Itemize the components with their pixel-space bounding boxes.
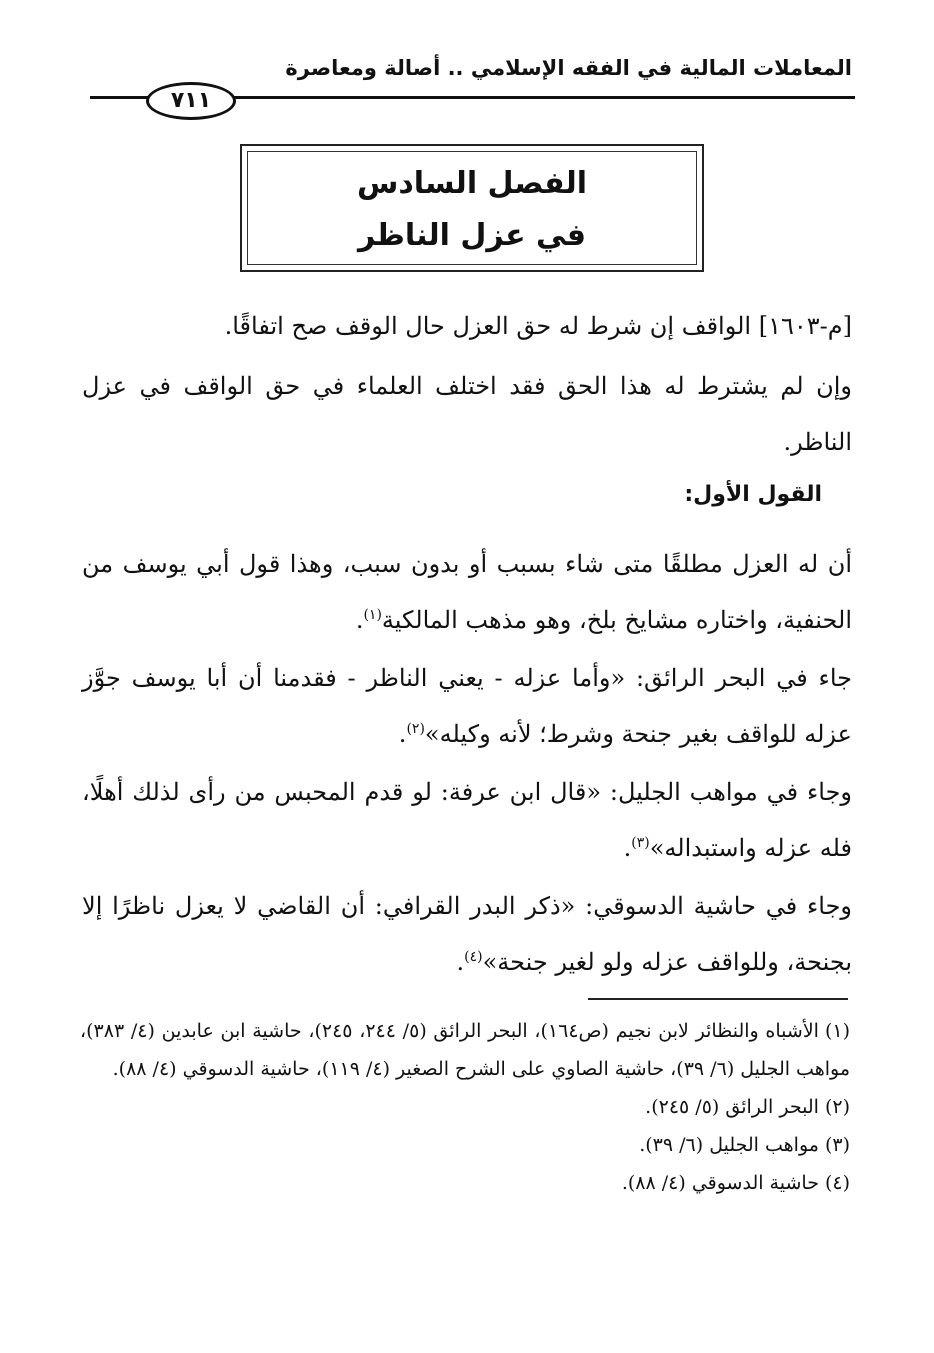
paragraph-5-text: وجاء في مواهب الجليل: «قال ابن عرفة: لو قدم المحبس من رأى لذلك أهلًا، فله عزله واستبداله» <box>82 778 852 862</box>
footnote-3 <box>80 1126 850 1164</box>
paragraph-3-text: أن له العزل مطلقًا متى شاء بسبب أو بدون سبب، وهذا قول أبي يوسف من الحنفية، واختاره مشايخ بلخ، وهو مذهب المالكية <box>82 550 852 634</box>
paragraph-2: وإن لم يشترط له هذا الحق فقد اختلف العلماء في حق الواقف في عزل الناظر. <box>82 372 852 456</box>
paragraph-4-text: جاء في البحر الرائق: «وأما عزله - يعني الناظر - فقدمنا أن أبا يوسف جوَّز عزله للواقف بغير جنحة وشرط؛ لأنه وكيله» <box>82 664 852 748</box>
paragraph-3 <box>82 536 852 648</box>
running-header-title: المعاملات المالية في الفقه الإسلامي .. أصالة ومعاصرة <box>285 56 852 80</box>
footnote-text: مواهب الجليل (٦/ ٣٩). <box>639 1134 819 1156</box>
footnote-number: (٤) <box>824 1172 850 1194</box>
end-mark: . <box>623 834 632 862</box>
footnote-4 <box>80 1164 850 1202</box>
footnote-ref-4: (٤) <box>464 949 483 965</box>
chapter-title-frame <box>240 144 704 272</box>
end-mark: . <box>456 948 465 976</box>
footnote-ref-1: (١) <box>363 607 382 623</box>
paragraph-5 <box>82 764 852 876</box>
paragraph-4 <box>82 650 852 762</box>
page-number: ٧١١ <box>170 88 212 113</box>
footnote-ref-2: (٢) <box>406 721 425 737</box>
paragraph-6 <box>82 878 852 990</box>
chapter-title: الفصل السادس <box>356 166 588 201</box>
page-number-badge <box>146 82 236 120</box>
footnote-number: (٢) <box>824 1096 850 1118</box>
footnote-number: (٣) <box>824 1134 850 1156</box>
footnote-number: (١) <box>824 1020 850 1042</box>
footnote-text: الأشباه والنظائر لابن نجيم (ص١٦٤)، البحر الرائق (٥/ ٢٤٤، ٢٤٥)، حاشية ابن عابدين (٤/ ٣٨٣)، مواهب الجليل (٦/ ٣٩)، حاشية الصاوي على الشرح الصغير (٤/ ١١٩)، حاشية الدسوقي (٤/ ٨٨). <box>80 1020 850 1080</box>
footnote-text: البحر الرائق (٥/ ٢٤٥). <box>645 1096 819 1118</box>
footnote-separator <box>588 998 848 1000</box>
paragraph-1: [م-١٦٠٣] الواقف إن شرط له حق العزل حال الوقف صح اتفاقًا. <box>224 312 852 340</box>
section-heading-first-opinion: القول الأول: <box>684 482 822 507</box>
end-mark: . <box>355 606 364 634</box>
footnote-2 <box>80 1088 850 1126</box>
footnote-ref-3: (٣) <box>631 835 650 851</box>
paragraph-6-text: وجاء في حاشية الدسوقي: «ذكر البدر القرافي: أن القاضي لا يعزل ناظرًا إلا بجنحة، وللواقف عزله ولو لغير جنحة» <box>82 892 852 976</box>
chapter-subtitle: في عزل الناظر <box>357 218 587 253</box>
footnotes <box>80 1012 850 1202</box>
footnote-text: حاشية الدسوقي (٤/ ٨٨). <box>621 1172 819 1194</box>
footnote-1 <box>80 1012 850 1088</box>
end-mark: . <box>398 720 407 748</box>
